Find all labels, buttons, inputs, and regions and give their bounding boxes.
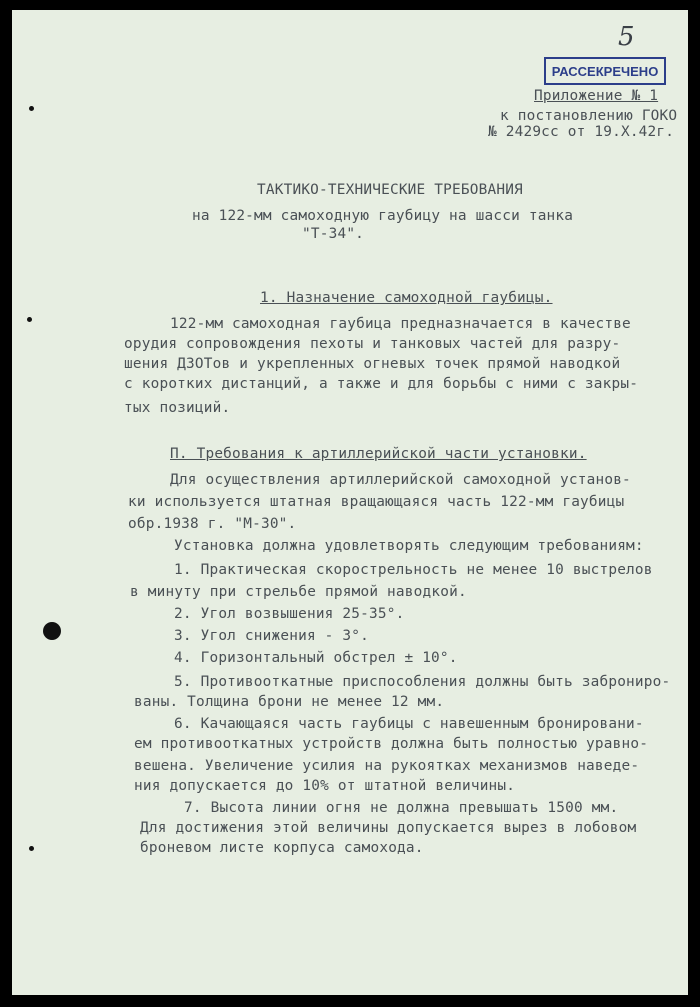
- section2-line: ния допускается до 10% от штатной величины.: [134, 778, 516, 794]
- punch-mark: [27, 317, 32, 322]
- section2-line: вешена. Увеличение усилия на рукоятках механизмов наведе-: [134, 758, 640, 774]
- punch-mark: [29, 106, 34, 111]
- page-number: 5: [618, 22, 635, 52]
- document-subtitle: на 122-мм самоходную гаубицу на шасси танка: [192, 208, 574, 224]
- section2-line: обр.1938 г. "М-30".: [128, 516, 297, 532]
- document-title: ТАКТИКО-ТЕХНИЧЕСКИЕ ТРЕБОВАНИЯ: [257, 182, 523, 198]
- section1-line: орудия сопровождения пехоты и танковых частей для разру-: [124, 336, 621, 352]
- section2-line: 4. Горизонтальный обстрел ± 10°.: [174, 650, 458, 666]
- section2-heading: П. Требования к артиллерийской части установки.: [170, 446, 587, 462]
- section2-line: в минуту при стрельбе прямой наводкой.: [130, 584, 467, 600]
- appendix-label: Приложение № 1: [534, 88, 659, 104]
- section2-line: 5. Противооткатные приспособления должны быть заброниро-: [174, 674, 671, 690]
- section2-line: Для осуществления артиллерийской самоходной установ-: [170, 472, 631, 488]
- punch-hole: [43, 622, 61, 640]
- section1-line: тых позиций.: [124, 400, 231, 416]
- section2-line: 3. Угол снижения - 3°.: [174, 628, 370, 644]
- section2-line: Для достижения этой величины допускается вырез в лобовом: [140, 820, 637, 836]
- section2-line: ваны. Толщина брони не менее 12 мм.: [134, 694, 445, 710]
- section1-line: 122-мм самоходная гаубица предназначается в качестве: [170, 316, 631, 332]
- section2-line: 6. Качающаяся часть гаубицы с навешенным бронировани-: [174, 716, 644, 732]
- resolution-number-date: № 2429сс от 19.Х.42г.: [488, 124, 675, 140]
- punch-mark: [29, 846, 34, 851]
- section2-line: ем противооткатных устройств должна быть полностью уравно-: [134, 736, 649, 752]
- section1-heading: 1. Назначение самоходной гаубицы.: [260, 290, 553, 306]
- section2-line: 7. Высота линии огня не должна превышать 1500 мм.: [184, 800, 619, 816]
- document-page: [12, 10, 688, 995]
- section2-line: 2. Угол возвышения 25-35°.: [174, 606, 405, 622]
- declassified-stamp: РАССЕКРЕЧЕНО: [544, 57, 666, 85]
- resolution-ref: к постановлению ГОКО: [500, 108, 678, 124]
- section2-line: 1. Практическая скорострельность не менее 10 выстрелов: [174, 562, 653, 578]
- document-subtitle-tank: "Т-34".: [302, 226, 365, 242]
- section2-line: ки используется штатная вращающаяся часть 122-мм гаубицы: [128, 494, 625, 510]
- section1-line: шения ДЗОТов и укрепленных огневых точек прямой наводкой: [124, 356, 621, 372]
- section2-line: броневом листе корпуса самохода.: [140, 840, 424, 856]
- section1-line: с коротких дистанций, а также и для борьбы с ними с закры-: [124, 376, 639, 392]
- section2-line: Установка должна удовлетворять следующим требованиям:: [174, 538, 644, 554]
